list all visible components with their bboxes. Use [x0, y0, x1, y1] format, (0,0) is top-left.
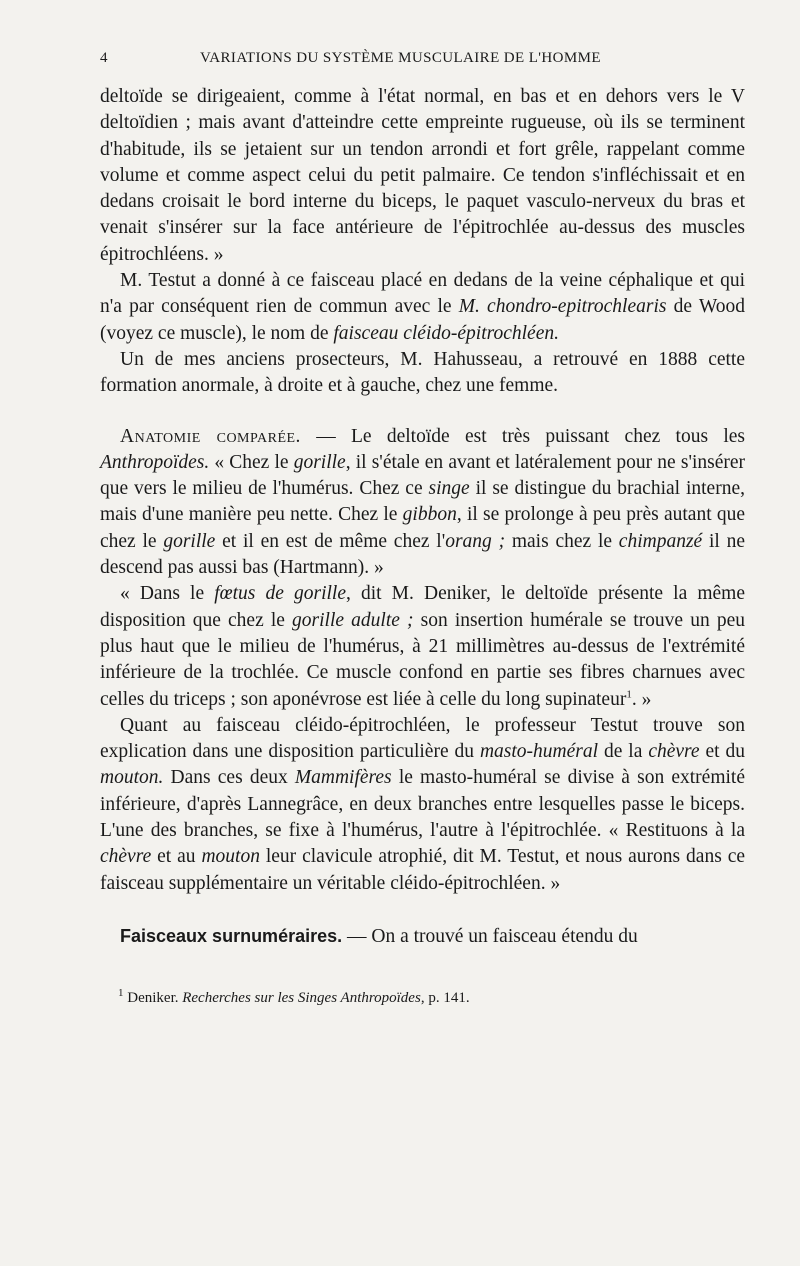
paragraph-anatomie-comparee: Anatomie comparée. — Le deltoïde est très puissant chez tous les Anthropoïdes. « Chez le gorille, il s'étale en avant et latéralement pour ne s'insérer que vers le milieu de l'humérus. Chez ce singe il se distingue du brachial interne, mais d'une manière peu nette. Chez le gibbon, il se prolonge à peu près autant que chez le gorille et il en est de même chez l'orang ; mais chez le chimpanzé il ne descend pas aussi bas (Hartmann). » — [100, 425, 746, 579]
footnote-reference: 1 — [626, 688, 632, 701]
paragraph-deniker-quote: « Dans le fœtus de gorille, dit M. Deniker, le deltoïde présente la même disposition que chez le gorille adulte ; son insertion humérale se trouve un peu plus haut que le milieu de l'humérus, à 21 millimètres au-dessus de l'extrémité inférieure de la trochlée. Ce muscle confond en partie ses fibres charnues avec celles du triceps ; son aponévrose est liée à celle du long supinateur$^1$. » — [100, 583, 745, 710]
section-heading: Anatomie comparée. — [120, 425, 301, 447]
subsection-heading: Faisceaux surnuméraires. — [120, 925, 343, 946]
paragraph-faisceaux-surnumeraires: Faisceaux surnuméraires. — On a trouvé un faisceau étendu du — [120, 925, 638, 947]
running-title: VARIATIONS DU SYSTÈME MUSCULAIRE DE L'HOMME — [200, 50, 601, 66]
footnote-marker: 1 — [118, 987, 124, 1000]
paragraph-testut: M. Testut a donné à ce faisceau placé en dedans de la veine céphalique et qui n'a par conséquent rien de commun avec le M. chondro-epitrochlearis de Wood (voyez ce muscle), le nom de faisceau cléido-épitrochléen. — [100, 270, 745, 344]
page-number: 4 — [100, 50, 108, 66]
page-header — [100, 50, 745, 74]
body-text — [100, 84, 745, 1008]
paragraph-continuation: deltoïde se dirigeaient, comme à l'état normal, en bas et en dehors vers le V deltoïdien ; mais avant d'atteindre cette empreinte rugueuse, où ils se terminent d'habitude, ils se jetaient sur un tendon arrondi et fort grêle, rappelant comme volume et comme aspect celui du petit palmaire. Ce tendon s'infléchissait et en dedans croisait le bord interne du biceps, le paquet vasculo-nerveux du bras et venait s'insérer sur la face antérieure de l'épitrochlée au-dessus des muscles épitrochléens. » — [100, 86, 745, 265]
footnote: $^1$ Deniker. Recherches sur les Singes Anthropoïdes, p. 141. — [118, 987, 470, 1007]
paragraph-cleido-epitrochleen: Quant au faisceau cléido-épitrochléen, le professeur Testut trouve son explication dans une disposition particulière du masto-huméral de la chèvre et du mouton. Dans ces deux Mammifères le masto-huméral se divise à son extrémité inférieure, d'après Lannegrâce, en deux branches entre lesquelles passe le biceps. L'une des branches, se fixe à l'humérus, l'autre à l'épitrochlée. « Restituons à la chèvre et au mouton leur clavicule atrophié, dit M. Testut, et nous aurons dans ce faisceau supplémentaire un véritable cléido-épitrochléen. » — [100, 714, 746, 894]
paragraph-hahusseau: Un de mes anciens prosecteurs, M. Hahusseau, a retrouvé en 1888 cette formation anormale, à droite et à gauche, chez une femme. — [100, 348, 745, 397]
